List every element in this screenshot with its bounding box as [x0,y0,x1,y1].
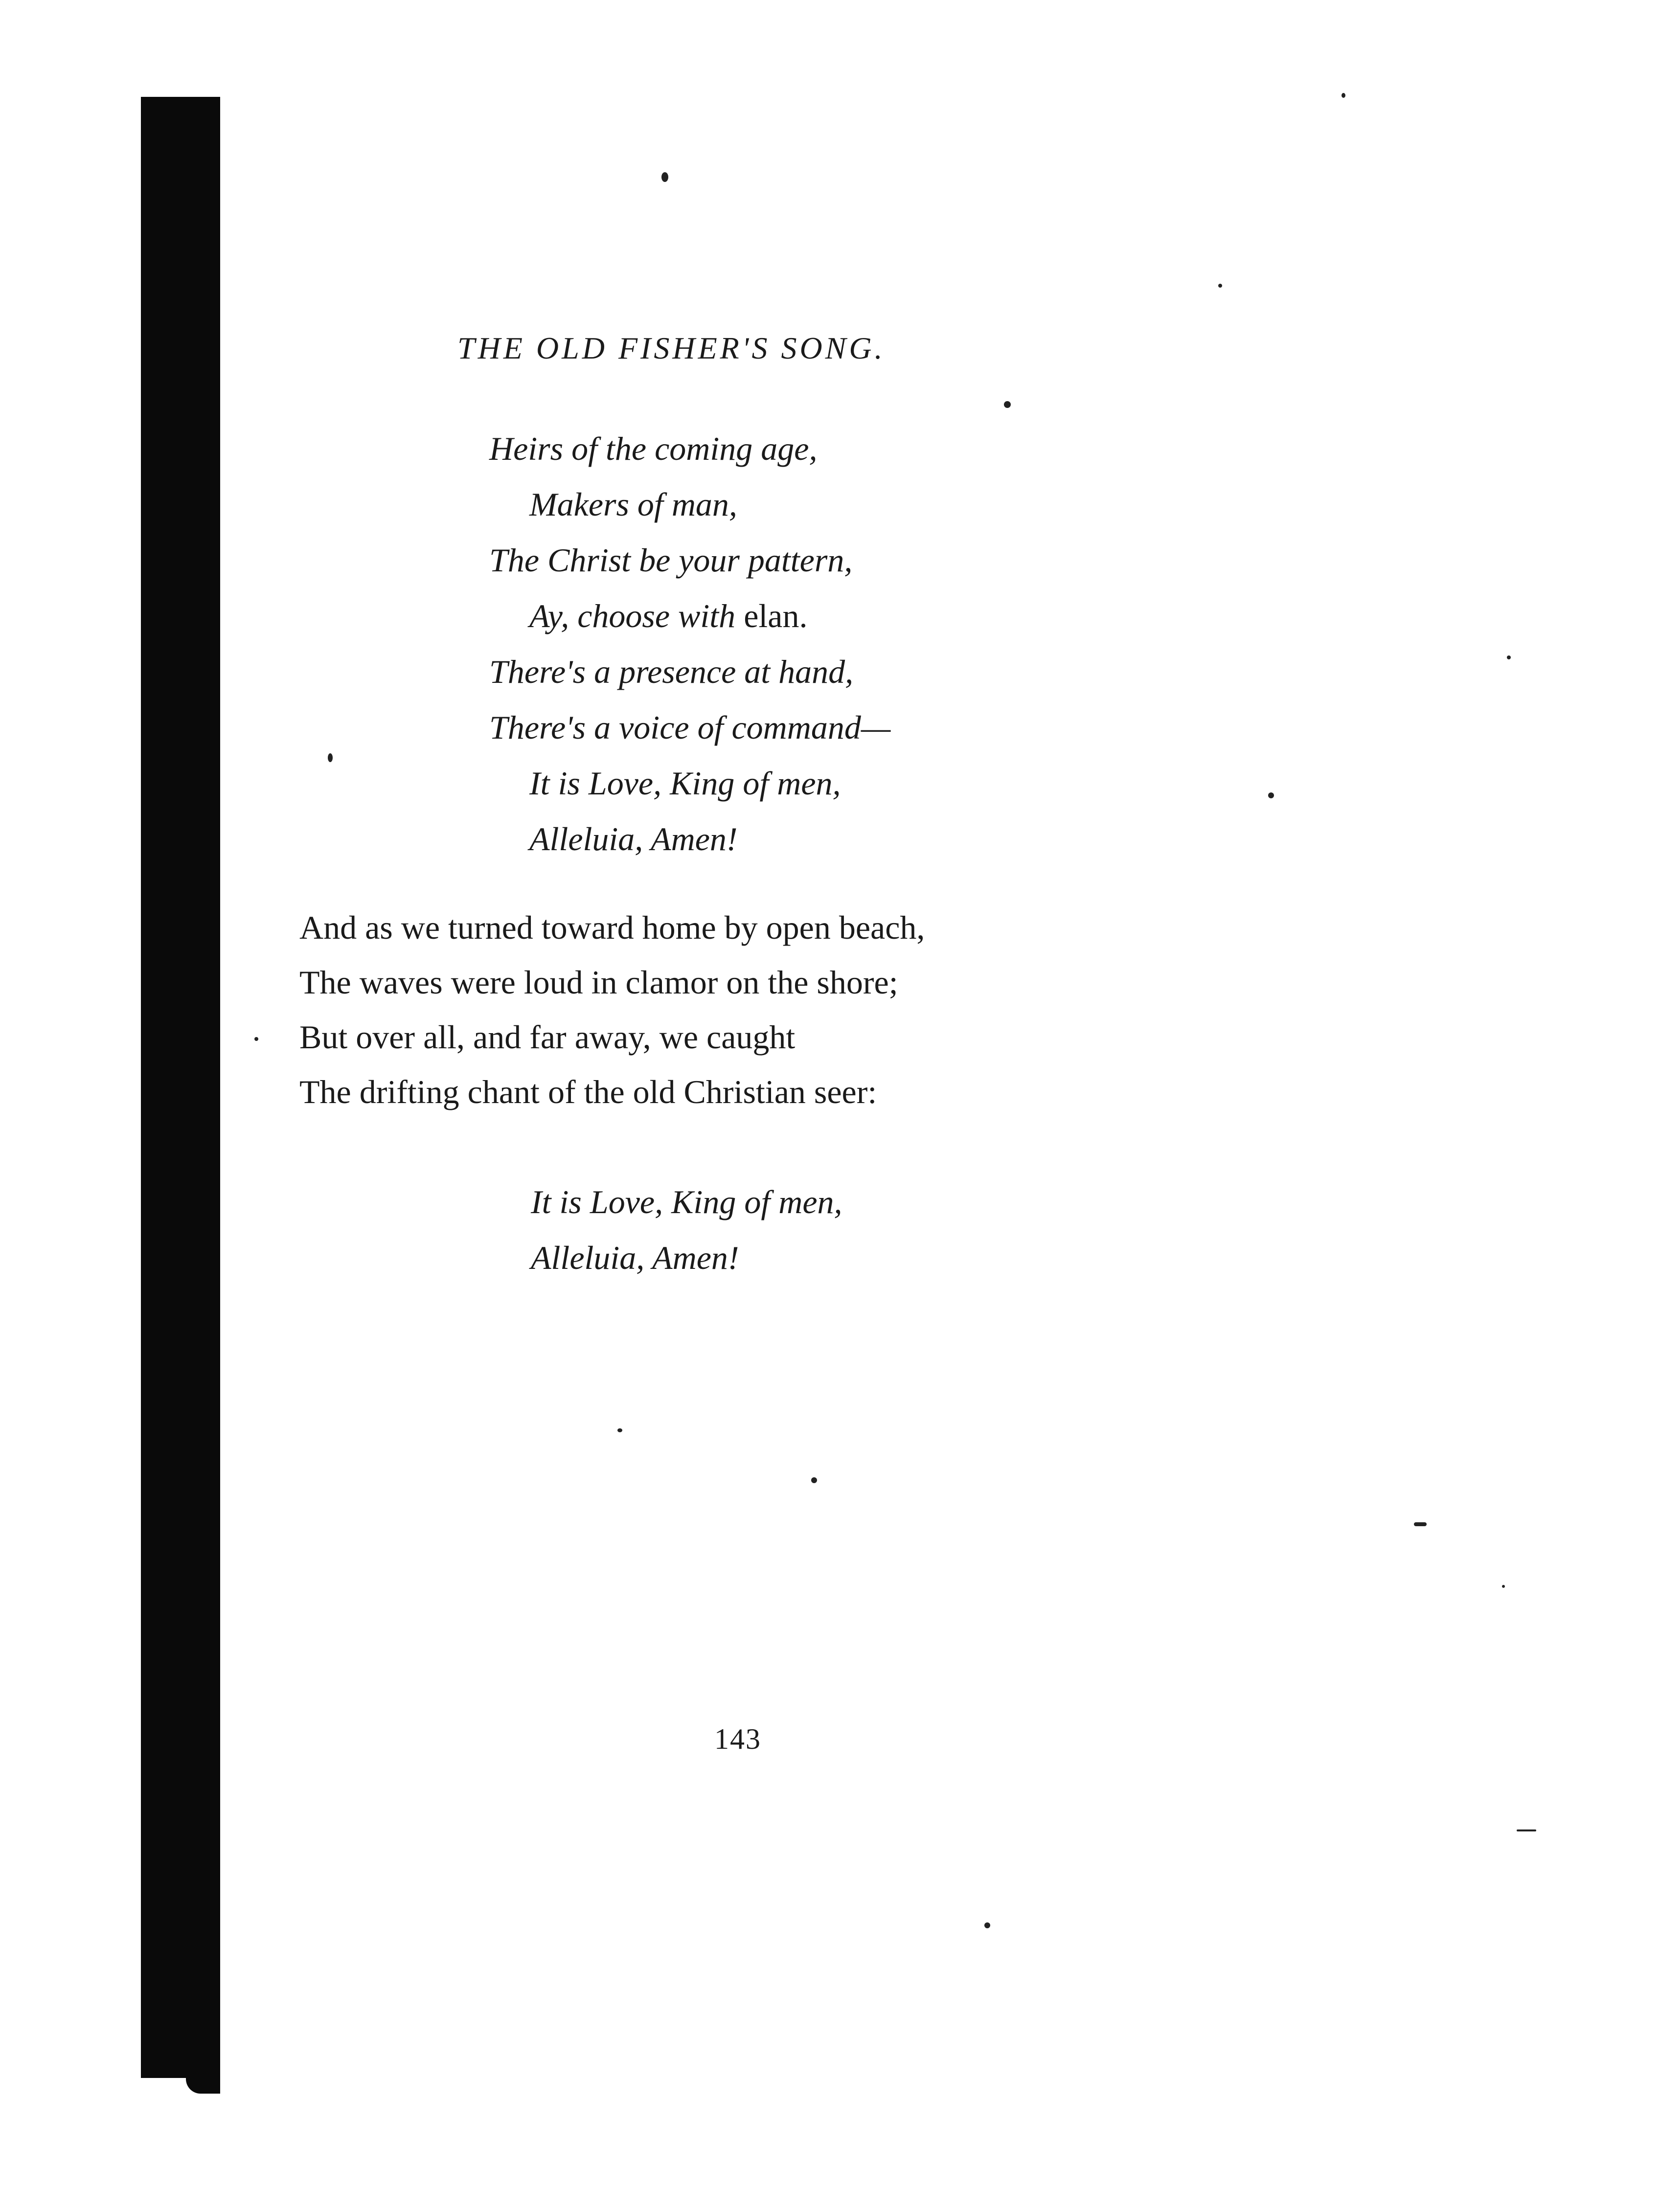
song-line-italic: Ay, choose with [529,597,736,634]
page-number: 143 [714,1723,761,1755]
binding-shadow-tip [186,2074,220,2094]
song-line-roman: elan. [744,597,808,634]
refrain-line: It is Love, King of men, [531,1183,842,1220]
prose-line: The waves were loud in clamor on the shore; [299,964,898,1001]
scan-speck [328,753,333,762]
prose-line: But over all, and far away, we caught [299,1018,796,1056]
scan-speck [984,1922,990,1928]
refrain-stanza [531,1174,842,1286]
prose-line: The drifting chant of the old Christian seer: [299,1073,877,1110]
song-line: There's a voice of command— [489,709,891,746]
scan-speck [617,1428,622,1432]
scan-speck [254,1037,258,1041]
scan-speck [1268,792,1274,798]
song-line: It is Love, King of men, [529,765,841,802]
song-line: Heirs of the coming age, [489,430,818,467]
prose-paragraph [299,900,925,1119]
song-stanza [489,421,890,867]
binding-shadow [141,97,220,2078]
scan-speck [661,172,668,182]
song-line [489,588,890,644]
scan-speck [1218,284,1222,288]
song-line: The Christ be your pattern, [489,542,853,579]
poem-title: THE OLD FISHER'S SONG. [457,331,886,365]
scan-speck [1517,1829,1536,1831]
scan-speck [811,1477,817,1483]
song-line: Makers of man, [529,486,737,523]
prose-line: And as we turned toward home by open beach, [299,909,925,946]
refrain-line: Alleluia, Amen! [531,1239,739,1276]
song-line: Alleluia, Amen! [529,820,738,858]
scan-speck [1004,401,1011,408]
scan-speck [1507,655,1511,659]
song-line: There's a presence at hand, [489,653,854,690]
scan-speck [1414,1522,1427,1526]
scan-speck [1342,93,1345,98]
scan-speck [1502,1585,1505,1588]
